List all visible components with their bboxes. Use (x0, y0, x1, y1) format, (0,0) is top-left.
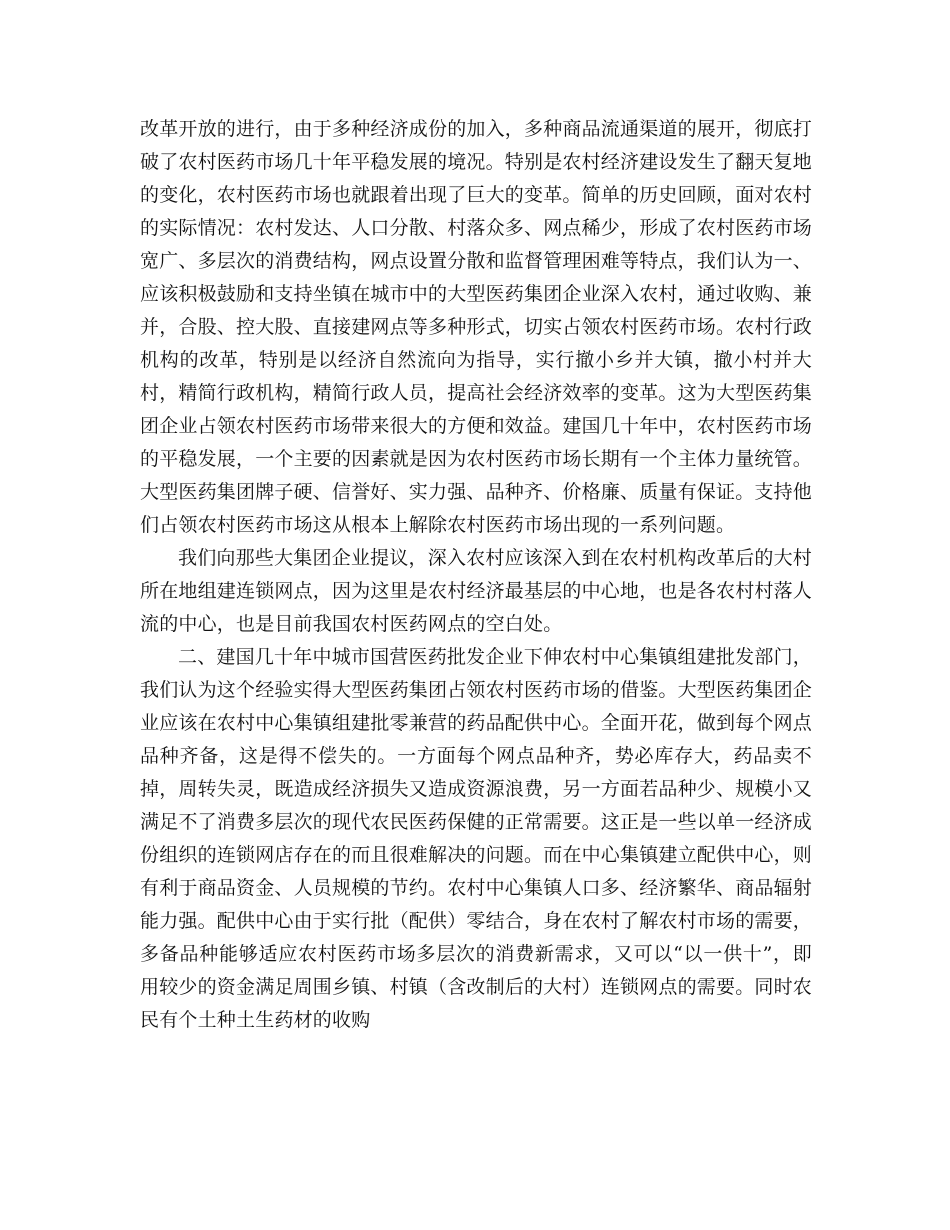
paragraph-3: 二、建国几十年中城市国营医药批发企业下伸农村中心集镇组建批发部门，我们认为这个经验实得大型医药集团占领农村医药市场的借鉴。大型医药集团企业应该在农村中心集镇组建批零兼营的药品配供中心。全面开花，做到每个网点品种齐备，这是得不偿失的。一方面每个网点品种齐，势必库存大，药品卖不掉，周转失灵，既造成经济损失又造成资源浪费，另一方面若品种少、规模小又满足不了消费多层次的现代农民医药保健的正常需要。这正是一些以单一经济成份组织的连锁网店存在的而且很难解决的问题。而在中心集镇建立配供中心，则有利于商品资金、人员规模的节约。农村中心集镇人口多、经济繁华、商品辐射能力强。配供中心由于实行批（配供）零结合，身在农村了解农村市场的需要，多备品种能够适应农村医药市场多层次的消费新需求，又可以“以一供十”，即用较少的资金满足周围乡镇、村镇（含改制后的大村）连锁网点的需要。同时农民有个土种土生药材的收购 (140, 646, 813, 1031)
paragraph-1: 改革开放的进行，由于多种经济成份的加入，多种商品流通渠道的展开，彻底打破了农村医药市场几十年平稳发展的境况。特别是农村经济建设发生了翻天复地的变化，农村医药市场也就跟着出现了巨大的变革。简单的历史回顾，面对农村的实际情况：农村发达、人口分散、村落众多、网点稀少，形成了农村医药市场宽广、多层次的消费结构，网点设置分散和监督管理困难等特点，我们认为一、应该积极鼓励和支持坐镇在城市中的大型医药集团企业深入农村，通过收购、兼并，合股、控大股、直接建网点等多种形式，切实占领农村医药市场。农村行政机构的改革，特别是以经济自然流向为指导，实行撤小乡并大镇，撤小村并大村，精简行政机构，精简行政人员，提高社会经济效率的变革。这为大型医药集团企业占领农村医药市场带来很大的方便和效益。建国几十年中，农村医药市场的平稳发展，一个主要的因素就是因为农村医药市场长期有一个主体力量统管。大型医药集团牌子硬、信誉好、实力强、品种齐、价格廉、质量有保证。支持他们占领农村医药市场这从根本上解除农村医药市场出现的一系列问题。 (140, 118, 813, 536)
document-body (140, 113, 812, 1037)
paragraph-2: 我们向那些大集团企业提议，深入农村应该深入到在农村机构改革后的大村所在地组建连锁网点，因为这里是农村经济最基层的中心地，也是各农村村落人流的中心，也是目前我国农村医药网点的空白处。 (140, 547, 813, 635)
